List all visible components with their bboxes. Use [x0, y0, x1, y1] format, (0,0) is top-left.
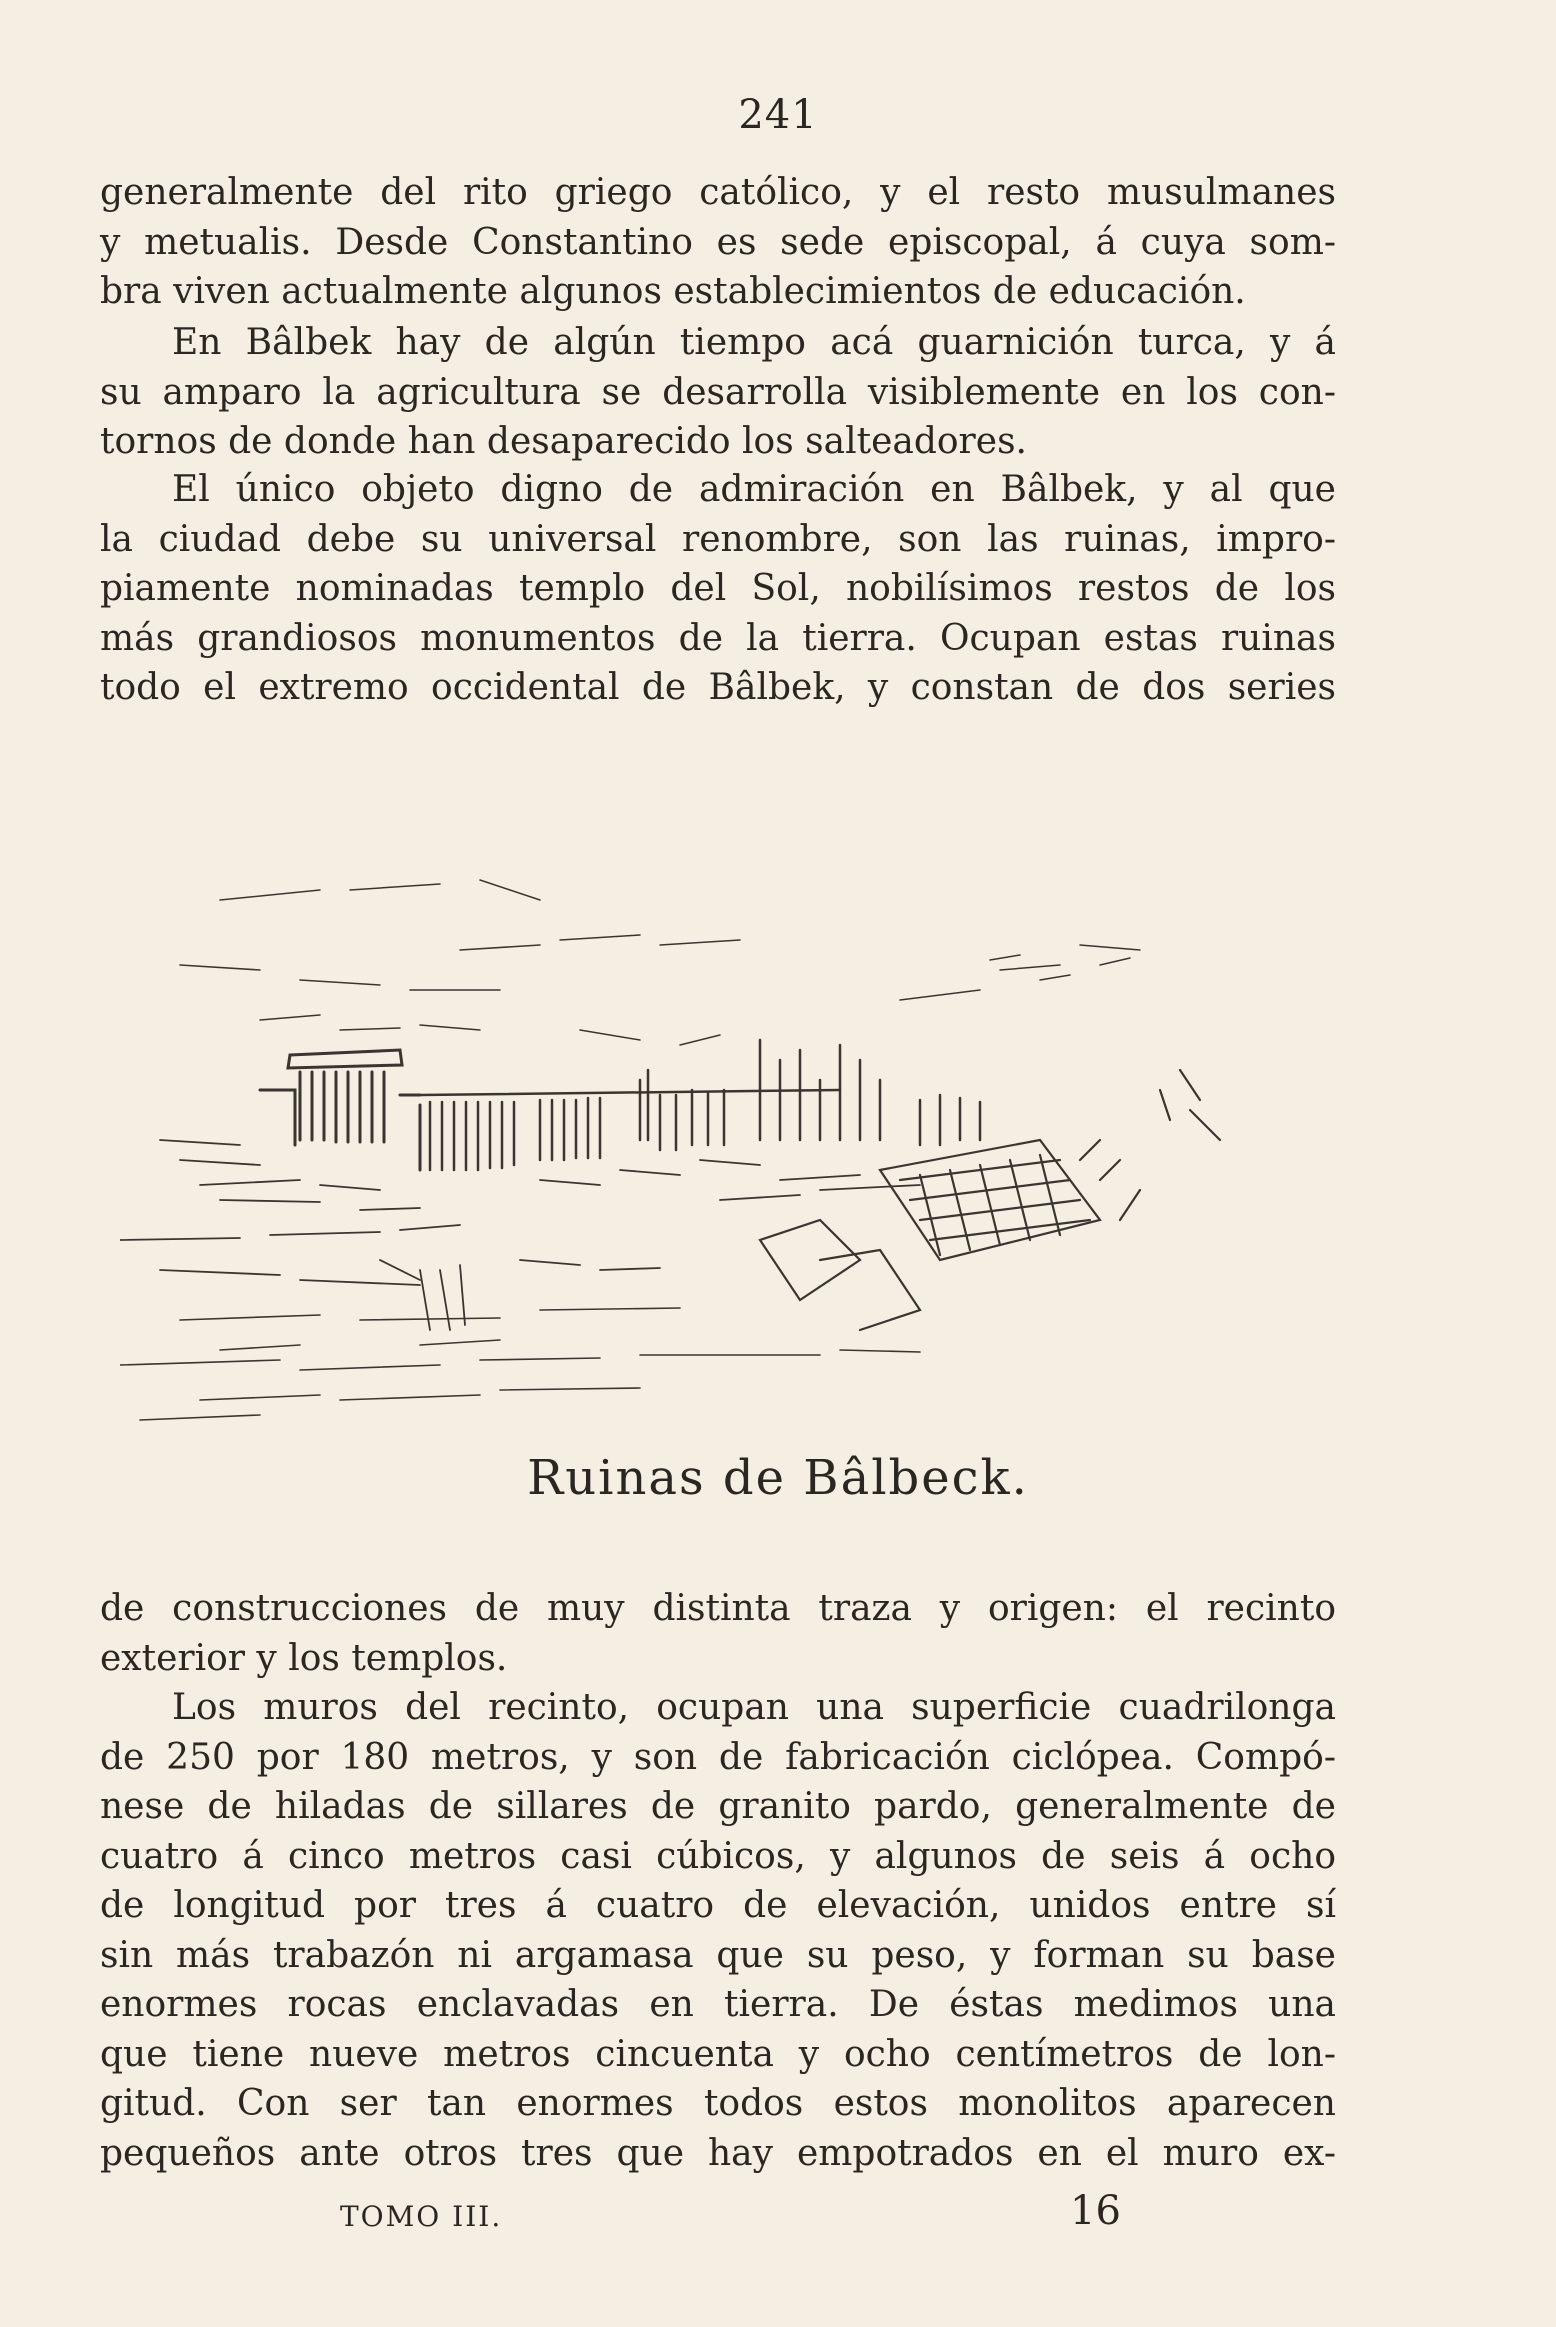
- paragraph-5: [100, 1683, 1336, 2178]
- paragraph-4: [100, 1584, 1336, 1683]
- text-line: bra viven actualmente algunos establecimientos de educación.: [100, 271, 1246, 312]
- text-line: pequeños ante otros tres que hay empotrados en el muro ex-: [100, 2132, 1336, 2174]
- text-line: todo el extremo occidental de Bâlbek, y constan de dos series: [100, 667, 1336, 708]
- text-line: que tiene nueve metros cincuenta y ocho centímetros de lon-: [100, 2033, 1336, 2075]
- central-colonnade: [420, 1040, 980, 1170]
- right-wall-block: [760, 1070, 1220, 1330]
- text-line: tornos de donde han desaparecido los salteadores.: [100, 421, 1027, 462]
- text-line: En Bâlbek hay de algún tiempo acá guarnición turca, y á: [172, 322, 1336, 363]
- signature-mark: 16: [1070, 2188, 1121, 2234]
- text-line: cuatro á cinco metros casi cúbicos, y algunos de seis á ocho: [100, 1835, 1336, 1877]
- paragraph-2: [100, 318, 1336, 467]
- page-number: 241: [738, 92, 818, 138]
- volume-label: TOMO III.: [340, 2200, 503, 2233]
- text-line: de longitud por tres á cuatro de elevación, unidos entre sí: [100, 1885, 1336, 1926]
- text-line: gitud. Con ser tan enormes todos estos monolitos aparecen: [100, 2083, 1336, 2124]
- paragraph-1: [100, 168, 1336, 317]
- paragraph-3: [100, 465, 1336, 713]
- left-temple-columns: [260, 1050, 420, 1170]
- ruins-of-baalbek-engraving: [120, 840, 1280, 1430]
- text-line: enormes rocas enclavadas en tierra. De éstas medimos una: [100, 1984, 1336, 2025]
- text-line: El único objeto digno de admiración en Bâlbek, y al que: [172, 469, 1336, 510]
- text-line: piamente nominadas templo del Sol, nobilísimos restos de los: [100, 568, 1336, 609]
- text-line: y metualis. Desde Constantino es sede episcopal, á cuya som-: [100, 221, 1336, 263]
- text-line: la ciudad debe su universal renombre, son las ruinas, impro-: [100, 518, 1336, 560]
- text-line: exterior y los templos.: [100, 1637, 508, 1679]
- text-line: más grandiosos monumentos de la tierra. Ocupan estas ruinas: [100, 617, 1336, 659]
- foreground-lines: [120, 1308, 920, 1420]
- text-line: su amparo la agricultura se desarrolla visiblemente en los con-: [100, 371, 1336, 413]
- text-line: de 250 por 180 metros, y son de fabricación ciclópea. Compó-: [100, 1736, 1336, 1778]
- text-line: generalmente del rito griego católico, y el resto musulmanes: [100, 172, 1336, 213]
- text-line: de construcciones de muy distinta traza y origen: el recinto: [100, 1588, 1336, 1629]
- text-line: sin más trabazón ni argamasa que su peso, y forman su base: [100, 1934, 1336, 1976]
- text-line: Los muros del recinto, ocupan una superficie cuadrilonga: [172, 1687, 1336, 1728]
- text-line: nese de hiladas de sillares de granito pardo, generalmente de: [100, 1786, 1336, 1827]
- rubble-hatching: [120, 1140, 920, 1330]
- sky-hatching: [180, 880, 1140, 1045]
- illustration-caption: Ruinas de Bâlbeck.: [527, 1450, 1029, 1506]
